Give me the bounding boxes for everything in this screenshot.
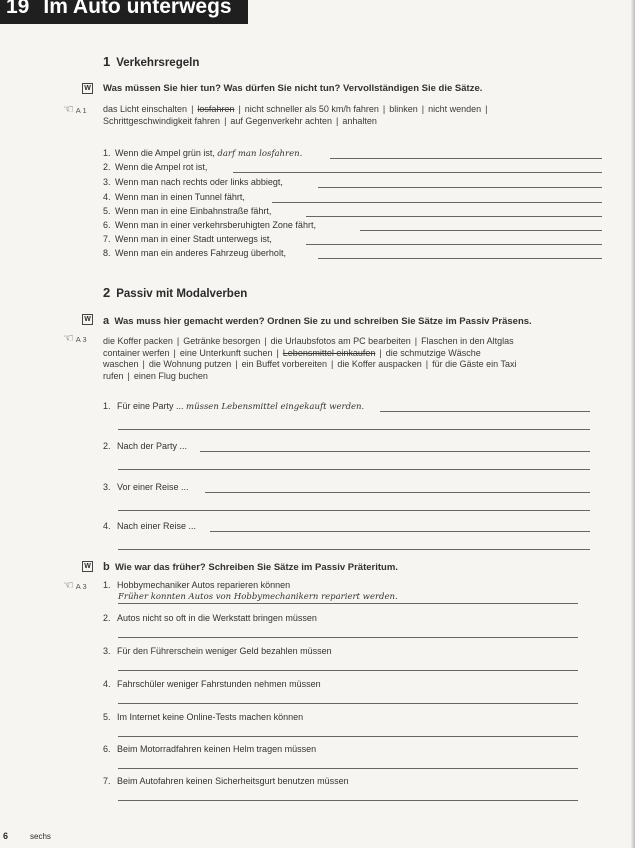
workbook-badge: W (82, 314, 93, 325)
task-2b-item-2: 2. Autos nicht so oft in die Werkstatt bringen müssen (103, 613, 317, 623)
word-box-1: das Licht einschalten | losfahren | nicht schneller als 50 km/h fahren | blinken | nicht wenden | Schrittgeschwindigkeit fahren | auf Gegenverkehr achten | anhalten (103, 104, 488, 126)
answer-line[interactable] (118, 510, 590, 511)
answer-line[interactable] (306, 216, 602, 217)
sentence-8: 8. Wenn man ein anderes Fahrzeug überholt, (103, 248, 286, 258)
answer-line[interactable] (380, 411, 590, 412)
task-2a-item-4: 4. Nach einer Reise ... (103, 521, 197, 531)
task-2b-instruction: b Wie war das früher? Schreiben Sie Sätze im Passiv Präteritum. (103, 561, 398, 573)
task-2b-item-4: 4. Fahrschüler weniger Fahrstunden nehmen müssen (103, 679, 321, 689)
answer-line[interactable] (118, 549, 590, 550)
task-2b-item-3: 3. Für den Führerschein weniger Geld bezahlen müssen (103, 646, 332, 656)
answer-line[interactable] (233, 172, 602, 173)
task-2b-item-7: 7. Beim Autofahren keinen Sicherheitsgurt benutzen müssen (103, 776, 349, 786)
hand-pointer-icon: ☜ (63, 578, 74, 592)
answer-line[interactable] (318, 187, 602, 188)
answer-line[interactable] (118, 736, 578, 737)
answer-line[interactable] (118, 670, 578, 671)
sentence-7: 7. Wenn man in einer Stadt unterwegs ist, (103, 234, 272, 244)
answer-line[interactable] (118, 469, 590, 470)
handwritten-answer: müssen Lebensmittel eingekauft werden. (186, 402, 365, 412)
ref-a3-b: ☜ A 3 (63, 578, 87, 592)
task-2a-item-2: 2. Nach der Party ... (103, 441, 188, 451)
answer-line[interactable] (118, 603, 578, 604)
sentence-3: 3. Wenn man nach rechts oder links abbiegt, (103, 177, 283, 187)
ref-a3: ☜ A 3 (63, 331, 87, 345)
page-edge (631, 0, 635, 848)
answer-line[interactable] (118, 768, 578, 769)
chapter-title: Im Auto unterwegs (43, 0, 232, 18)
answer-line[interactable] (318, 258, 602, 259)
answer-line[interactable] (118, 703, 578, 704)
answer-line[interactable] (118, 637, 578, 638)
answer-line[interactable] (210, 531, 590, 532)
task-2a-instruction: a Was muss hier gemacht werden? Ordnen Sie zu und schreiben Sie Sätze im Passiv Präsens. (103, 315, 532, 327)
chapter-number: 19 (6, 0, 30, 18)
page-number: 6 (3, 831, 9, 841)
sentence-1: 1. Wenn die Ampel grün ist, darf man losfahren. (103, 148, 303, 159)
workbook-badge: W (82, 561, 93, 572)
answer-line[interactable] (200, 451, 590, 452)
handwritten-answer: darf man losfahren. (217, 149, 303, 159)
workbook-badge: W (82, 83, 93, 94)
ref-a1: ☜ A 1 (63, 102, 87, 116)
hand-pointer-icon: ☜ (63, 102, 74, 116)
section-2-title: 2 Passiv mit Modalverben (103, 285, 248, 300)
sentence-6: 6. Wenn man in einer verkehrsberuhigten Zone fährt, (103, 220, 316, 230)
answer-line[interactable] (306, 244, 602, 245)
answer-line[interactable] (272, 202, 602, 203)
task-2b-item-6: 6. Beim Motorradfahren keinen Helm tragen müssen (103, 744, 317, 754)
page-word: sechs (30, 832, 51, 841)
answer-line[interactable] (330, 158, 602, 159)
answer-line[interactable] (118, 800, 578, 801)
answer-line[interactable] (118, 429, 590, 430)
section-1-instruction: Was müssen Sie hier tun? Was dürfen Sie nicht tun? Vervollständigen Sie die Sätze. (103, 83, 483, 94)
task-2a-item-1: 1. Für eine Party ... müssen Lebensmittel eingekauft werden. (103, 401, 365, 412)
section-1-title: 1 Verkehrsregeln (103, 54, 200, 69)
hand-pointer-icon: ☜ (63, 331, 74, 345)
chapter-header (0, 0, 248, 24)
task-2a-item-3: 3. Vor einer Reise ... (103, 482, 189, 492)
sentence-4: 4. Wenn man in einen Tunnel fährt, (103, 192, 245, 202)
answer-line[interactable] (205, 492, 590, 493)
task-2b-item-1: 1. Hobbymechaniker Autos reparieren können (103, 580, 291, 590)
word-box-2a: die Koffer packen | Getränke besorgen | die Urlaubsfotos am PC bearbeiten | Flaschen in den Altglas container werfen | eine Unterkunft suchen | Lebensmittel einkaufen | die schmutzige Wäsche waschen | die Wohnung putzen | ein Buffet vorbereiten | die Koffer auspacken | für die Gäste ein Taxi rufen | einen Flug buchen (103, 336, 517, 381)
sentence-5: 5. Wenn man in eine Einbahnstraße fährt, (103, 206, 272, 216)
answer-line[interactable] (360, 230, 602, 231)
task-2b-item-5: 5. Im Internet keine Online-Tests machen können (103, 712, 304, 722)
sentence-2: 2. Wenn die Ampel rot ist, (103, 162, 208, 172)
handwritten-answer: Früher konnten Autos von Hobbymechanikern repariert werden. (118, 592, 398, 602)
